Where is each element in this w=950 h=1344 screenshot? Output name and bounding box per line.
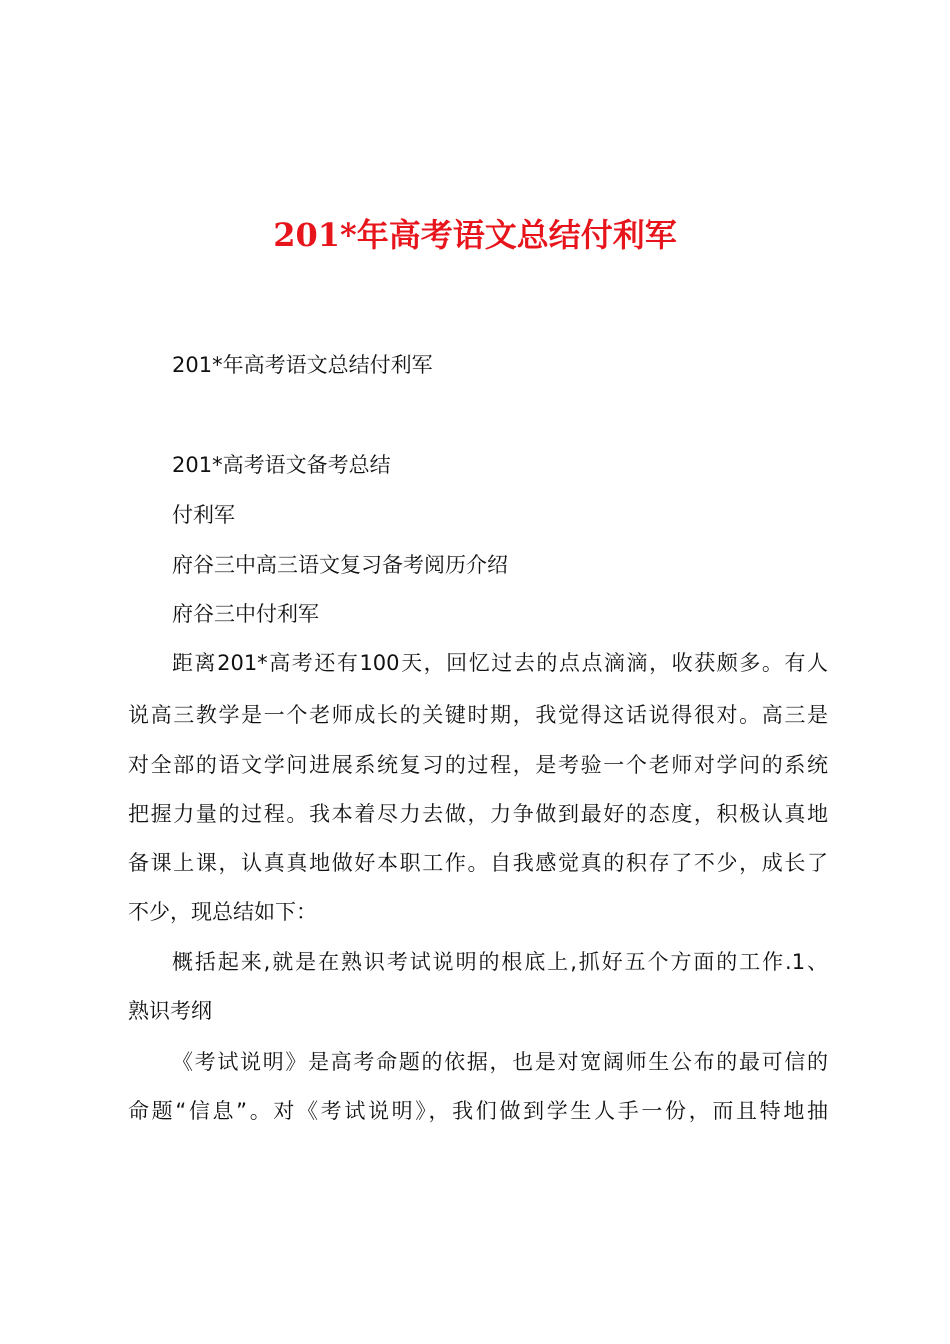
text-line: 备课上课，认真真地做好本职工作。自我感觉真的积存了不少，成长了 [128, 851, 828, 875]
document-title: 201*年高考语文总结付利军 [273, 216, 677, 254]
text-line: 概括起来,就是在熟识考试说明的根底上,抓好五个方面的工作.1、 [172, 950, 828, 974]
text-line: 府谷三中付利军 [172, 602, 319, 626]
text-line: 201*高考语文备考总结 [172, 453, 391, 477]
text-line: 距离201*高考还有100天，回忆过去的点点滴滴，收获颇多。有人 [172, 651, 828, 675]
text-line: 把握力量的过程。我本着尽力去做，力争做到最好的态度，积极认真地 [128, 802, 828, 826]
text-line: 不少，现总结如下： [128, 900, 317, 924]
text-line: 对全部的语文学问进展系统复习的过程，是考验一个老师对学问的系统 [128, 753, 828, 777]
text-line: 命题“信息”。对《考试说明》，我们做到学生人手一份，而且特地抽 [128, 1099, 828, 1123]
text-line: 说高三教学是一个老师成长的关键时期，我觉得这话说得很对。高三是 [128, 703, 828, 727]
text-line: 府谷三中高三语文复习备考阅历介绍 [172, 553, 508, 577]
text-line: 付利军 [172, 503, 235, 527]
subtitle-line: 201*年高考语文总结付利军 [172, 353, 433, 377]
text-line: 《考试说明》是高考命题的依据，也是对宽阔师生公布的最可信的 [172, 1050, 828, 1074]
text-line: 熟识考纲 [128, 999, 212, 1023]
